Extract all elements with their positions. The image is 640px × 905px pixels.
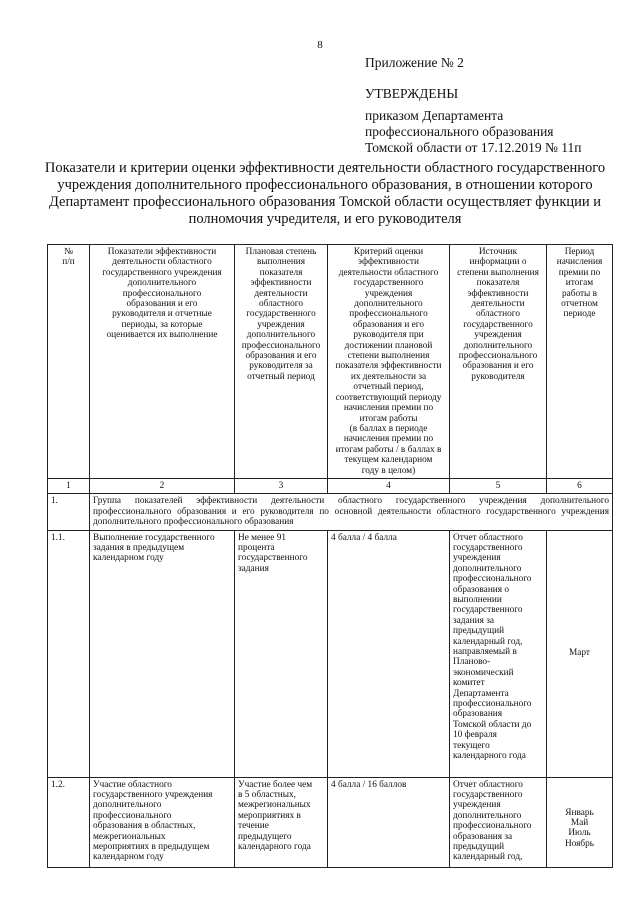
text-line: Критерий оценки <box>353 247 424 257</box>
text-line: отчетный период, <box>353 382 424 393</box>
text-line: оценивается их выполнение <box>106 330 218 341</box>
text-line: образования и его <box>462 361 534 372</box>
text-line: текущего <box>453 740 490 751</box>
group-title: Группа показателей эффективности деятельности областного государственного учреждения дополнительного профессионального образования и его руководителя по основной деятельности областного государственного учреждения дополнительного профессионального образования <box>90 494 613 530</box>
text-line: мероприятиях в предыдущем <box>93 842 210 852</box>
text-line: задания в предыдущем <box>93 542 185 553</box>
column-number: 4 <box>328 478 450 493</box>
document-title <box>40 160 610 228</box>
table-row <box>48 530 613 777</box>
row-number: 1.1. <box>48 530 90 777</box>
text-line: Период <box>564 247 595 257</box>
header-cell <box>328 245 450 479</box>
text-line: дополнительного <box>354 299 423 310</box>
text-line: эффективности <box>358 257 419 268</box>
text-line: итогам работы <box>359 413 418 424</box>
text-line: периоды, за которые <box>121 319 203 330</box>
text-line: государственного <box>453 789 523 800</box>
planned-cell <box>235 777 328 867</box>
title-line: Показатели и критерии оценки эффективности деятельности областного государственного <box>44 160 606 176</box>
text-line: 4 балла / 16 баллов <box>331 779 407 790</box>
text-line: учреждения <box>474 330 522 341</box>
row-number: 1.2. <box>48 777 90 867</box>
text-line: Январь <box>565 807 594 818</box>
indicator-cell <box>90 530 235 777</box>
text-line: дополнительного <box>453 563 522 574</box>
text-line: Июль <box>568 828 591 839</box>
text-line: профессионального <box>241 340 321 351</box>
text-line: образования и его <box>245 351 317 362</box>
text-line: учреждения <box>364 288 413 299</box>
text-line: их деятельности за <box>350 371 427 382</box>
text-line: эффективности <box>250 278 312 289</box>
text-line: отчетный период <box>247 371 315 382</box>
title-line: учреждения дополнительного профессионального образования, в отношении которого <box>57 177 593 193</box>
text-line: соответствующий периоду <box>335 392 442 403</box>
text-line: дополнительного <box>246 330 316 341</box>
text-line: эффективности <box>467 288 529 299</box>
text-line: государственного учреждения <box>93 789 213 800</box>
text-line: достижении плановой <box>344 340 433 351</box>
planned-cell <box>235 530 328 777</box>
text-line: дополнительного <box>453 810 522 821</box>
text-line: задания за <box>453 615 495 626</box>
text-line: Ноябрь <box>564 838 595 849</box>
text-line: государственного <box>353 278 424 289</box>
title-line: полномочия учредителя, и его руководителя <box>188 211 462 227</box>
text-line: руководителя и отчетные <box>112 309 212 320</box>
text-line: календарный год, <box>453 852 523 863</box>
text-line: п/п <box>62 257 75 268</box>
table-header-row <box>48 245 613 479</box>
text-line: начисления премии по <box>343 434 434 445</box>
indicator-cell <box>90 777 235 867</box>
text-line: направляемый в <box>453 647 517 658</box>
text-line: профессионального <box>453 574 532 585</box>
approval-line: приказом Департамента <box>365 108 504 123</box>
text-line: (в баллах в периоде <box>349 423 428 434</box>
text-line: учреждения <box>257 319 305 330</box>
column-number: 2 <box>90 478 235 493</box>
text-line: году в целом) <box>361 465 416 476</box>
text-line: Отчет областного <box>453 779 523 790</box>
source-cell <box>450 777 547 867</box>
header-cell <box>547 245 613 479</box>
text-line: выполнении <box>453 595 502 605</box>
text-line: комитет <box>453 678 485 689</box>
header-cell <box>450 245 547 479</box>
header-cell <box>48 245 90 479</box>
text-line: процента <box>238 542 275 553</box>
text-line: календарный год, <box>453 636 523 647</box>
table-row <box>48 494 613 530</box>
text-line: 4 балла / 4 балла <box>331 532 397 543</box>
text-line: дополнительного <box>463 340 533 351</box>
text-line: задания <box>238 563 269 574</box>
header-cell <box>235 245 328 479</box>
text-line: межрегиональных <box>238 800 311 811</box>
text-line: итогам <box>565 278 594 289</box>
text-line: профессионального <box>453 821 532 832</box>
indicators-table <box>47 244 613 868</box>
column-number: 3 <box>235 478 328 493</box>
text-line: Май <box>570 817 589 828</box>
text-line: Отчет областного <box>453 532 523 543</box>
text-line: степени выполнения <box>347 351 430 362</box>
text-line: областного <box>476 309 520 320</box>
text-line: Томской области до <box>453 719 532 730</box>
approval-line: профессионального образования <box>365 124 554 139</box>
text-line: руководителя за <box>249 361 313 372</box>
text-line: периоде <box>563 309 596 320</box>
text-line: руководителя при <box>353 330 424 341</box>
text-line: итогам работы / в баллах в <box>335 444 442 455</box>
text-line: календарном году <box>93 852 164 863</box>
text-line: Участие более чем <box>238 779 313 790</box>
text-line: образования и его <box>352 319 425 330</box>
approval-block <box>365 86 581 156</box>
text-line: профессионального <box>93 810 172 821</box>
text-line: Планово- <box>453 657 491 668</box>
text-line: Плановая степень <box>245 247 317 257</box>
text-line: деятельности <box>471 299 525 310</box>
text-line: деятельности областного <box>338 267 439 278</box>
text-line: профессионального <box>349 309 428 320</box>
text-line: профессионального <box>122 288 202 299</box>
text-line: экономический <box>453 667 514 678</box>
text-line: дополнительного <box>127 278 197 289</box>
column-number: 6 <box>547 478 613 493</box>
period-cell <box>547 777 613 867</box>
text-line: 10 февраля <box>453 730 497 741</box>
text-line: Не менее 91 <box>238 532 287 543</box>
text-line: образования и его <box>126 299 198 310</box>
approval-line: Томской области от 17.12.2019 № 11п <box>365 140 582 155</box>
text-line: государственного учреждения <box>102 267 222 278</box>
text-line: в 5 областных, <box>238 789 296 800</box>
text-line: показателя <box>259 267 303 278</box>
text-line: предыдущего <box>238 831 292 842</box>
table-row <box>48 777 613 867</box>
text-line: государственного <box>453 542 523 553</box>
text-line: руководителя <box>471 371 525 382</box>
text-line: № <box>64 247 73 257</box>
row-number: 1. <box>48 494 90 530</box>
text-line: календарного года <box>453 751 526 762</box>
criterion-cell <box>328 777 450 867</box>
text-line: показателя <box>476 278 520 289</box>
text-line: предыдущий <box>453 626 505 637</box>
text-line: предыдущий <box>453 842 505 852</box>
text-line: учреждения <box>453 800 501 811</box>
header-cell <box>90 245 235 479</box>
text-line: государственного <box>246 309 316 320</box>
text-line: отчетном <box>561 299 598 310</box>
text-line: Выполнение государственного <box>93 532 215 543</box>
text-line: государственного <box>463 319 533 330</box>
column-number: 5 <box>450 478 547 493</box>
text-line: начисления премии по <box>343 403 434 414</box>
text-line: учреждения <box>453 553 501 564</box>
approval-heading: УТВЕРЖДЕНЫ <box>365 86 459 101</box>
text-line: календарном году <box>93 553 164 564</box>
appendix-label: Приложение № 2 <box>365 55 464 70</box>
text-line: мероприятиях в <box>238 810 301 821</box>
text-line: Показатели эффективности <box>107 247 217 257</box>
text-line: деятельности областного <box>112 257 212 268</box>
text-line: премии по <box>558 267 601 278</box>
text-line: течение <box>238 821 269 832</box>
criterion-cell <box>328 530 450 777</box>
text-line: деятельности <box>254 288 308 299</box>
text-line: областного <box>259 299 303 310</box>
text-line: межрегиональных <box>93 831 166 842</box>
text-line: образования о <box>453 584 510 595</box>
text-line: образования за <box>453 831 513 842</box>
text-line: текущем календарном <box>344 455 433 466</box>
text-line: календарного года <box>238 842 311 852</box>
text-line: профессионального <box>453 699 532 710</box>
text-line: выполнения <box>256 257 306 268</box>
text-line: профессионального <box>458 351 538 362</box>
text-line: Источник <box>478 247 518 257</box>
text-line: работы в <box>561 288 598 299</box>
source-cell <box>450 530 547 777</box>
text-line: Март <box>569 648 590 659</box>
text-line: образования <box>453 709 503 720</box>
period-cell <box>547 530 613 777</box>
text-line: показателя эффективности <box>335 361 442 372</box>
text-line: государственного <box>453 605 523 616</box>
text-line: образования в областных, <box>93 821 196 832</box>
text-line: начисления <box>556 257 603 268</box>
page-number: 8 <box>317 39 323 51</box>
text-line: государственного <box>238 553 308 564</box>
column-number: 1 <box>48 478 90 493</box>
text-line: Участие областного <box>93 779 172 790</box>
text-line: дополнительного <box>93 800 162 811</box>
text-line: Департамента <box>453 688 509 699</box>
text-line: степени выполнения <box>457 267 539 278</box>
column-number-row <box>48 478 613 493</box>
title-line: Департамент профессионального образования Томской области осуществляет функции и <box>48 194 602 210</box>
text-line: информации о <box>469 257 527 268</box>
